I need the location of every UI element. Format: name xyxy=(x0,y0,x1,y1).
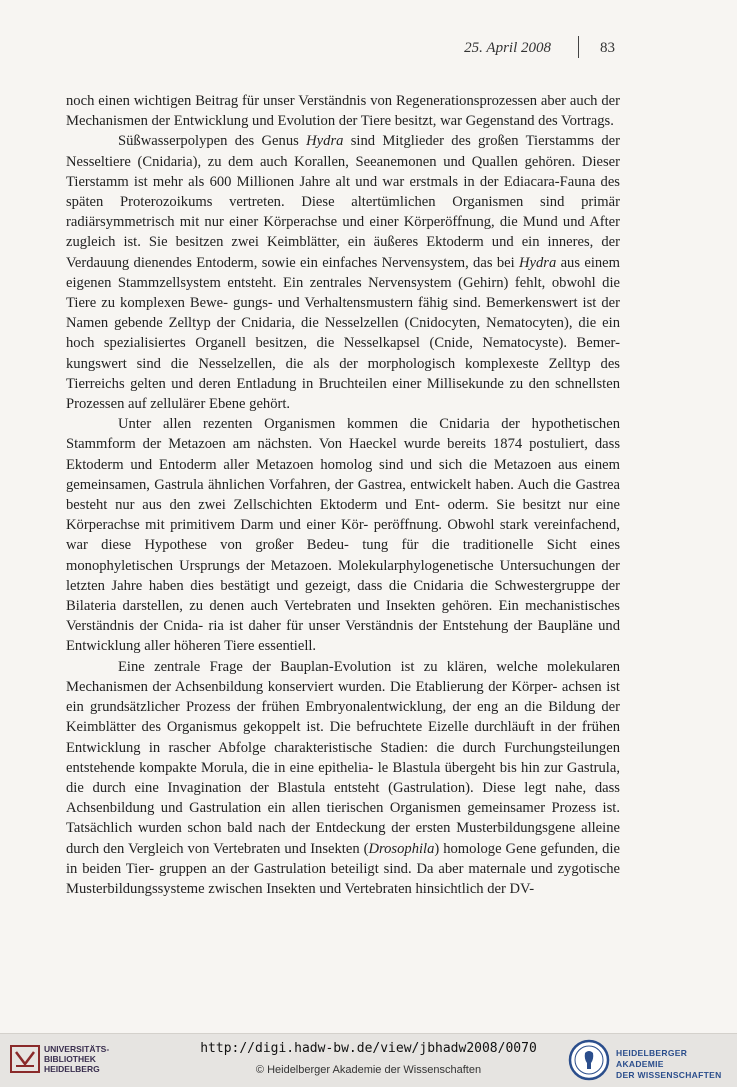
permalink-url[interactable]: http://digi.hadw-bw.de/view/jbhadw2008/0070 xyxy=(200,1041,537,1056)
text-line: auch Vertebraten und Insekten gehören. Ein mechanistisches Verständnis der Cnida- xyxy=(66,598,620,635)
academy-line: DER WISSENSCHAFTEN xyxy=(616,1070,722,1080)
academy-seal-icon[interactable] xyxy=(568,1039,610,1081)
paragraph-1 xyxy=(66,91,620,131)
text-line: Organismen sind primär radiärsymmetrisch mit nur einer Körperachse und einer xyxy=(66,194,620,231)
text-line: gruppen an der Gastrulation beteiligt sind. Da aber maternale und zygotische xyxy=(159,860,620,877)
text-line: die Bildung der Keimblätter des Organismus gekoppelt ist. Die befruchtete Eizelle xyxy=(66,699,620,736)
text-line: die durch Furchungsteilungen entstehende kompakte Morula, die in eine epithelia- xyxy=(66,739,621,776)
text-line: äußeres Ektoderm und ein inneres, der Verdauung dienendes Entoderm, sowie ein xyxy=(66,234,620,271)
text-line: aller höheren Tiere essentiell. xyxy=(144,638,317,655)
text-line: achsen ist ein grundsätzlicher Prozess der frühen Embryonalentwicklung, der eng an xyxy=(66,678,620,716)
text-line: Mechanismen der Achsenbildung konserviert wurden. Die Etablierung der Körper- xyxy=(66,678,558,695)
paragraph-3 xyxy=(66,414,620,656)
text-line: gungs- und Verhaltensmustern fähig sind. Bemerkenswert ist der Namen gebende xyxy=(66,295,620,332)
academy-line: HEIDELBERGER AKADEMIE xyxy=(616,1048,688,1069)
text-line: haben. Auch die Gastrea besteht nur aus den zwei Zellschichten Ektoderm und Ent- xyxy=(66,476,621,514)
text-line: Eine zentrale Frage der Bauplan-Evolution ist zu klären, welche molekularen xyxy=(118,658,620,675)
text-line: Süßwasserpolypen des Genus Hydra sind Mitglieder des großen Tierstamms xyxy=(118,133,595,150)
header-divider xyxy=(578,36,579,58)
running-header xyxy=(0,36,737,66)
text-line: gehören. Dieser Tierstamm ist mehr als 600 Millionen Jahre alt und war erstmals in xyxy=(66,153,620,190)
text-line: le Blastula übergeht bis hin zur Gastrula, die durch eine Invagination der Blastula xyxy=(66,759,620,796)
text-line: oderm. Sie besitzt nur eine Körperachse mit primitivem Darm und einer Kör- xyxy=(66,497,621,534)
text-line: Molekularphylogenetische Untersuchungen der letzten Jahre haben dies bestätigt xyxy=(66,557,620,594)
copyright-notice: © Heidelberger Akademie der Wissenschaften xyxy=(255,1064,482,1076)
text-line: kungswert sind die Nesselzellen, die als der morphologisch komplexeste Zelltyp des xyxy=(66,355,620,372)
text-line: aus einem gemeinsamen, Gastrula ähnlichen Vorfahren, der Gastrea, entwickelt xyxy=(66,456,620,493)
text-line: und gezeigt, dass die Cnidaria die Schwestergruppe der Bilateria darstellen, zu denen xyxy=(66,577,620,615)
paragraph-2 xyxy=(66,131,620,414)
text-line: entsteht (Gastrulation). Diese legt nahe, dass Achsenbildung und Gastrulation ein xyxy=(66,779,620,817)
text-line: Körperöffnung, die Mund und After zugleich ist. Sie besitzen zwei Keimblätter, ein xyxy=(66,214,620,251)
library-line: BIBLIOTHEK xyxy=(44,1054,96,1064)
text-line: der Ediacara-Fauna des späten Proterozoikums vertreten. Diese altertümlichen xyxy=(66,173,620,211)
text-line: nach der Entdeckung der ersten Musterbildungsgene alleine durch den Vergleich von xyxy=(66,820,620,857)
text-line: tung für die traditionelle Sicht eines monophyletischen Ursprungs der Metazoen. xyxy=(66,537,621,574)
text-line: auch der Mechanismen der Entwicklung und Evolution der Tiere besitzt, war xyxy=(66,93,620,130)
text-line: Zelltyp der Cnidaria, die Nesselzellen (Cnidocyten, Nematocyten), die ein hoch xyxy=(66,315,620,352)
digitization-footer xyxy=(0,1033,737,1087)
header-date: 25. April 2008 xyxy=(464,40,551,56)
text-line: Gegenstand des Vortrags. xyxy=(465,113,614,130)
library-line: UNIVERSITÄTS- xyxy=(44,1044,110,1054)
text-line: ria ist daher für unser Verständnis der Entstehung der Baupläne und Entwicklung xyxy=(66,618,620,655)
text-line: dass Ektoderm und Entoderm aller Metazoen homolog sind und sich die Metazoen xyxy=(66,436,620,473)
text-line: Stammform der Metazoen am nächsten. Von Haeckel wurde bereits 1874 postuliert, xyxy=(66,436,588,453)
text-line: allen tierischen Organismen gemeinsamer Prozess ist. Tatsächlich wurden schon bald xyxy=(66,800,620,837)
text-line: Unter allen rezenten Organismen kommen die Cnidaria der hypothetischen xyxy=(118,416,620,433)
text-line: einfaches Nervensystem, das bei Hydra aus einem eigenen Stammzellsystem entsteht. xyxy=(66,254,620,291)
text-line: spezialisiertes Organell besitzen, die Nesselkapsel (Cnide, Nematocyste). Bemer- xyxy=(103,335,620,352)
text-line: Ein zentrales Nervensystem (Gehirn) fehlt, obwohl die Tiere zu komplexen Bewe- xyxy=(66,274,620,312)
academy-name xyxy=(616,1048,737,1081)
text-line: der Nesseltiere (Cnidaria), zu dem auch Korallen, Seeanemonen und Quallen xyxy=(66,133,620,170)
main-text xyxy=(66,91,620,899)
text-line: Vertebraten und Insekten (Drosophila) homologe Gene gefunden, die in beiden Tier- xyxy=(66,840,621,877)
library-line: HEIDELBERG xyxy=(44,1064,100,1074)
page-number: 83 xyxy=(600,40,615,56)
paragraph-4 xyxy=(66,657,620,899)
text-line: noch einen wichtigen Beitrag für unser Verständnis von Regenerationsprozessen aber xyxy=(66,93,567,109)
text-line: Tierreichs gelten und deren Entladung in Bruchteilen einer Millisekunde zu den xyxy=(66,375,550,392)
text-line: Musterbildungssysteme zwischen Insekten und Vertebraten hinsichtlich der DV- xyxy=(66,880,535,897)
text-line: peröffnung. Obwohl stark vereinfachend, war diese Hypothese von großer Bedeu- xyxy=(66,517,620,554)
text-line: schnellsten Prozessen auf zellulärer Ebene gehört. xyxy=(66,375,620,413)
text-line: durchläuft in der frühen Entwicklung in rascher Abfolge charakteristische Stadien: xyxy=(66,719,620,756)
